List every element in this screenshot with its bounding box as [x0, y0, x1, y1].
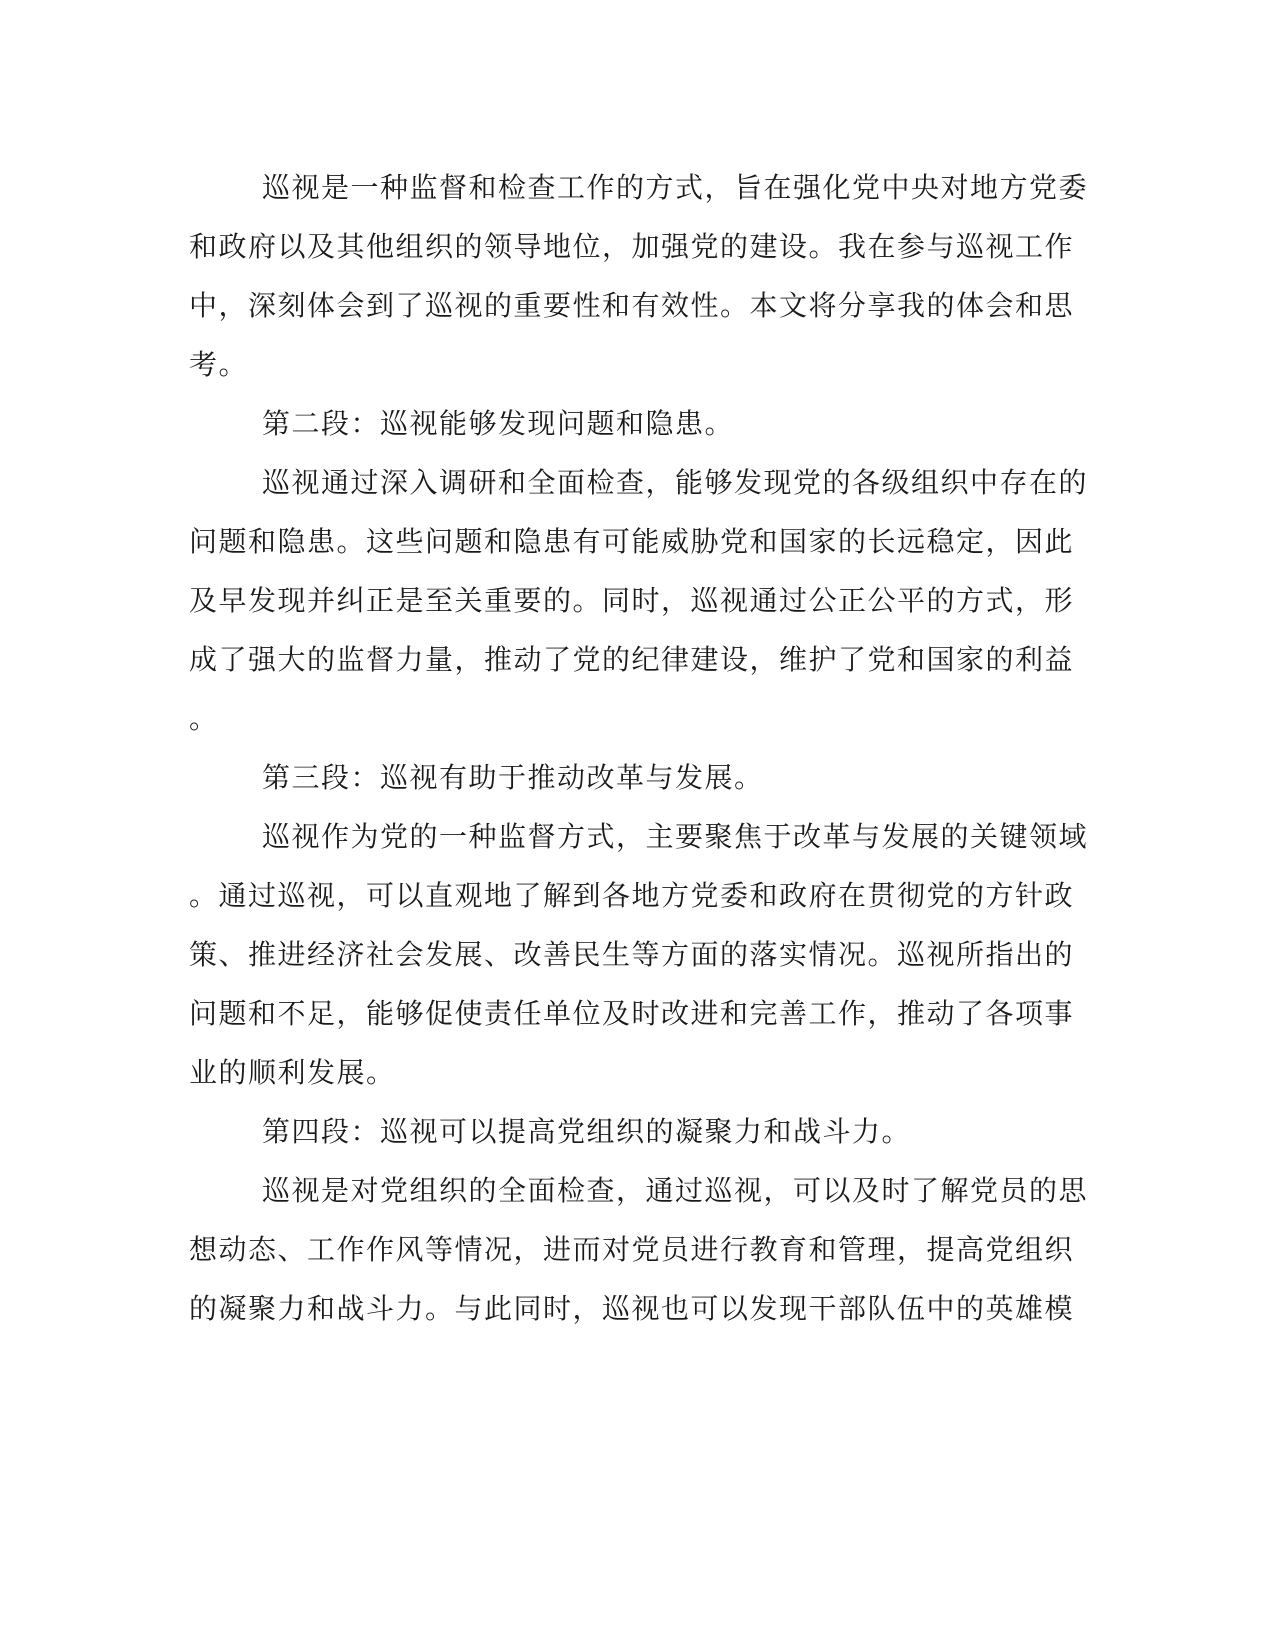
section-3-line-4: 问题和不足，能够促使责任单位及时改进和完善工作，推动了各项事: [189, 997, 1075, 1030]
section-2-line-3: 及早发现并纠正是至关重要的。同时，巡视通过公正公平的方式，形: [189, 584, 1075, 617]
section-2-heading: 第二段：巡视能够发现问题和隐患。: [262, 407, 735, 440]
section-4-line-1: 巡视是对党组织的全面检查，通过巡视，可以及时了解党员的思: [262, 1174, 1089, 1207]
section-2-line-4: 成了强大的监督力量，推动了党的纪律建设，维护了党和国家的利益: [189, 643, 1075, 676]
section-4-line-2: 想动态、工作作风等情况，进而对党员进行教育和管理，提高党组织: [189, 1233, 1075, 1266]
section-2-line-1: 巡视通过深入调研和全面检查，能够发现党的各级组织中存在的: [262, 466, 1089, 499]
intro-line-2: 和政府以及其他组织的领导地位，加强党的建设。我在参与巡视工作: [189, 230, 1075, 263]
section-4-line-3: 的凝聚力和战斗力。与此同时，巡视也可以发现干部队伍中的英雄模: [189, 1292, 1075, 1325]
intro-line-1: 巡视是一种监督和检查工作的方式，旨在强化党中央对地方党委: [262, 171, 1089, 204]
section-3-line-2: 。通过巡视，可以直观地了解到各地方党委和政府在贯彻党的方针政: [189, 879, 1075, 912]
section-3-line-3: 策、推进经济社会发展、改善民生等方面的落实情况。巡视所指出的: [189, 938, 1075, 971]
section-3-line-1: 巡视作为党的一种监督方式，主要聚焦于改革与发展的关键领域: [262, 820, 1089, 853]
section-3-heading: 第三段：巡视有助于推动改革与发展。: [262, 761, 764, 794]
intro-line-4: 考。: [189, 348, 249, 381]
section-4-heading: 第四段：巡视可以提高党组织的凝聚力和战斗力。: [262, 1115, 912, 1148]
section-3-line-5: 业的顺利发展。: [189, 1056, 396, 1089]
section-2-line-2: 问题和隐患。这些问题和隐患有可能威胁党和国家的长远稳定，因此: [189, 525, 1075, 558]
intro-line-3: 中，深刻体会到了巡视的重要性和有效性。本文将分享我的体会和思: [189, 289, 1075, 322]
section-2-line-5: 。: [189, 702, 219, 735]
